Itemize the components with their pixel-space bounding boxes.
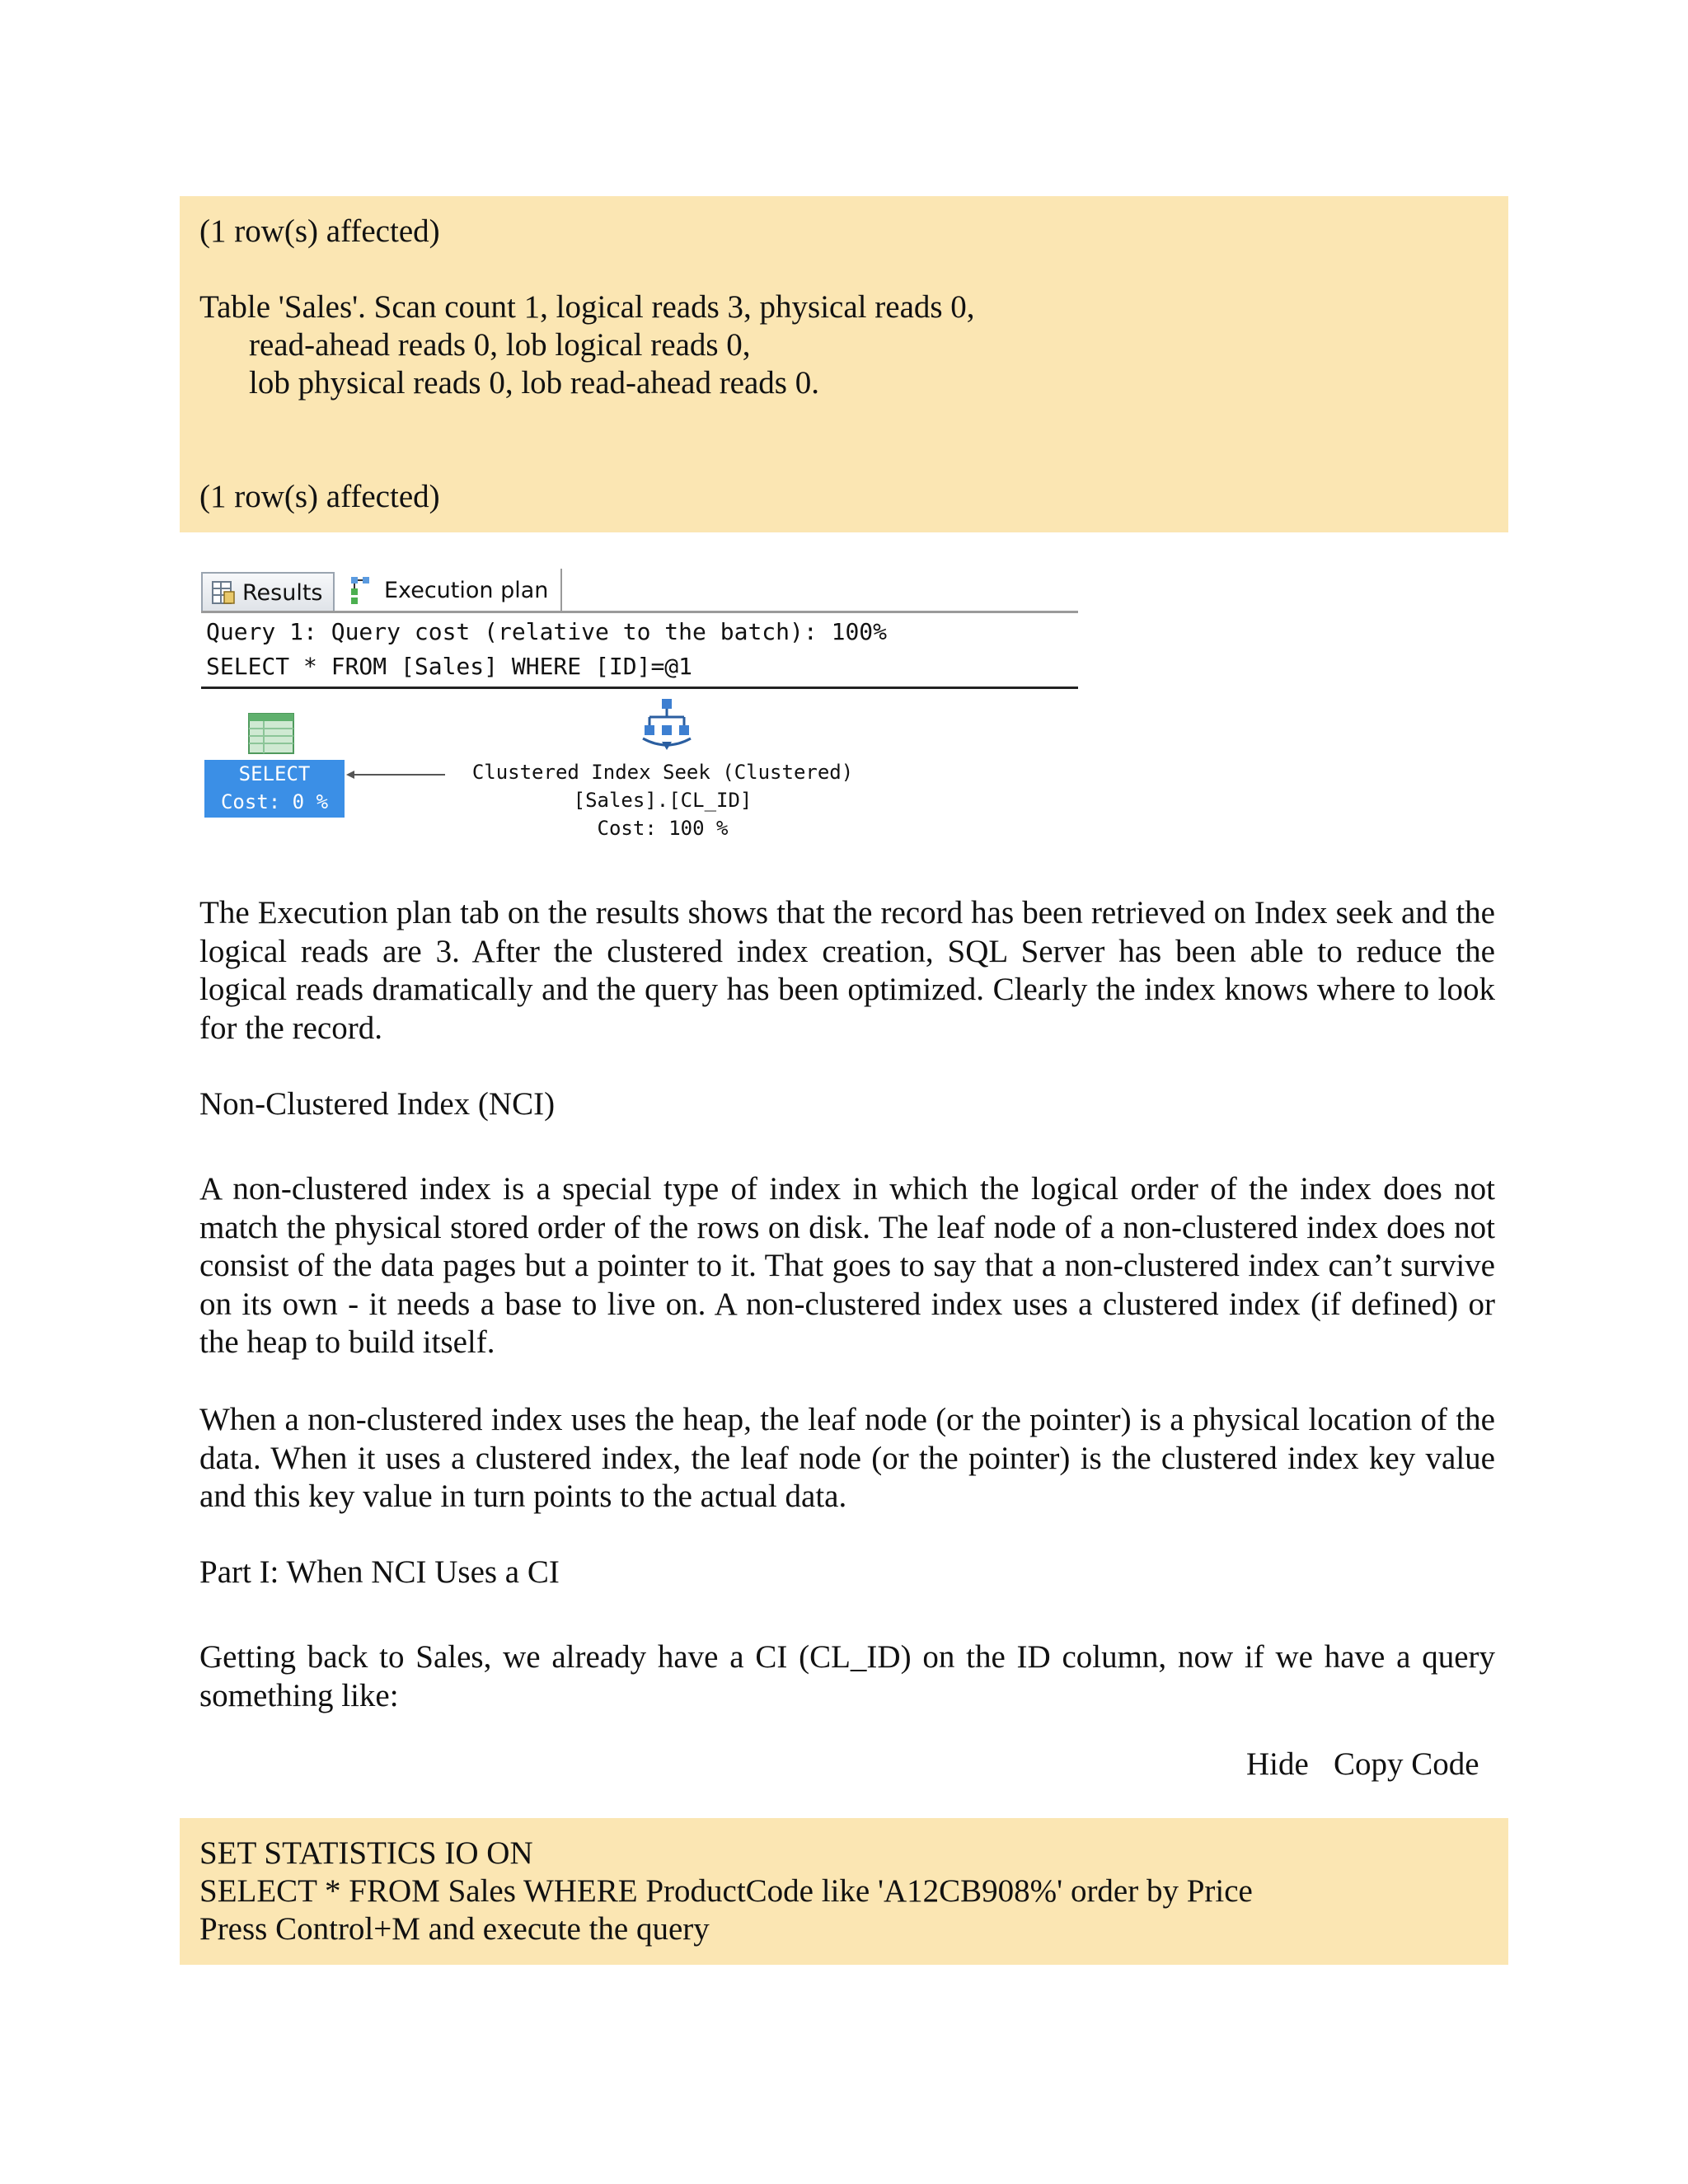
body-paragraph: A non-clustered index is a special type of index in which the logical order of the index does not match the physical stored order of the rows on disk. The leaf node of a non-clustered index does not consist of the data pages but a pointer to it. That goes to say that a non-clustered index can’t survive on its own - it needs a base to live on. A non-clustered index uses a clustered index (if defined) or the heap to build itself. <box>199 1171 1495 1360</box>
seek-node-title: Clustered Index Seek (Clustered) <box>471 761 854 784</box>
tab-results[interactable] <box>201 572 335 612</box>
execution-plan-icon <box>349 575 371 605</box>
clustered-index-seek-icon <box>638 697 696 752</box>
io-statistics-text: Table 'Sales'. Scan count 1, logical reads 3, physical reads 0, <box>199 289 975 325</box>
results-tabbar <box>201 565 1078 612</box>
body-paragraph: When a non-clustered index uses the heap, the leaf node (or the pointer) is a physical location of the data. When it uses a clustered index, the leaf node (or the pointer) is the clustered index key value and this key value in turn points to the actual data. <box>199 1402 1495 1514</box>
query-sql-text: SELECT * FROM [Sales] WHERE [ID]=@1 <box>206 653 693 680</box>
seek-node-object: [Sales].[CL_ID] <box>573 789 753 812</box>
tab-results-label: Results <box>242 579 323 606</box>
tab-divider <box>560 569 562 612</box>
document-page <box>180 0 1508 2184</box>
tab-execution-plan[interactable] <box>349 569 560 612</box>
seek-node-cost: Cost: 100 % <box>597 817 729 840</box>
flow-arrow-icon <box>346 768 445 781</box>
section-heading: Part I: When NCI Uses a CI <box>199 1554 560 1590</box>
tabbar-divider <box>201 611 1078 613</box>
rows-affected-text: (1 row(s) affected) <box>199 479 440 514</box>
select-node-cost: Cost: 0 % <box>220 790 329 813</box>
io-statistics-text: lob physical reads 0, lob read-ahead reads 0. <box>249 365 819 401</box>
select-node-label: SELECT <box>238 762 311 785</box>
section-heading: Non-Clustered Index (NCI) <box>199 1086 556 1122</box>
code-line: SET STATISTICS IO ON <box>199 1835 533 1871</box>
grid-icon <box>211 580 236 605</box>
clustered-index-seek-node[interactable] <box>448 758 877 842</box>
query-cost-text: Query 1: Query cost (relative to the batch): 100% <box>206 618 888 645</box>
rows-affected-text: (1 row(s) affected) <box>199 213 440 249</box>
query-output-box <box>180 196 1508 532</box>
hide-code-link[interactable]: Hide <box>1246 1746 1309 1782</box>
copy-code-link[interactable]: Copy Code <box>1334 1746 1479 1782</box>
select-operator-node[interactable] <box>204 760 345 818</box>
plan-divider <box>201 687 1078 689</box>
tab-execution-plan-label: Execution plan <box>384 577 549 603</box>
io-statistics-text: read-ahead reads 0, lob logical reads 0, <box>249 327 751 363</box>
code-line: SELECT * FROM Sales WHERE ProductCode like 'A12CB908%' order by Price <box>199 1873 1253 1909</box>
results-pane-screenshot <box>201 565 1078 859</box>
body-paragraph: Getting back to Sales, we already have a CI (CL_ID) on the ID column, now if we have a query something like: <box>199 1639 1495 1713</box>
select-operator-icon <box>247 712 295 755</box>
code-line: Press Control+M and execute the query <box>199 1911 710 1947</box>
plan-query-header <box>206 615 1078 684</box>
code-block <box>180 1818 1508 1965</box>
body-paragraph: The Execution plan tab on the results shows that the record has been retrieved on Index seek and the logical reads are 3. After the clustered index creation, SQL Server has been able to reduce the logical reads dramatically and the query has been optimized. Clearly the index knows where to look for the record. <box>199 895 1495 1046</box>
